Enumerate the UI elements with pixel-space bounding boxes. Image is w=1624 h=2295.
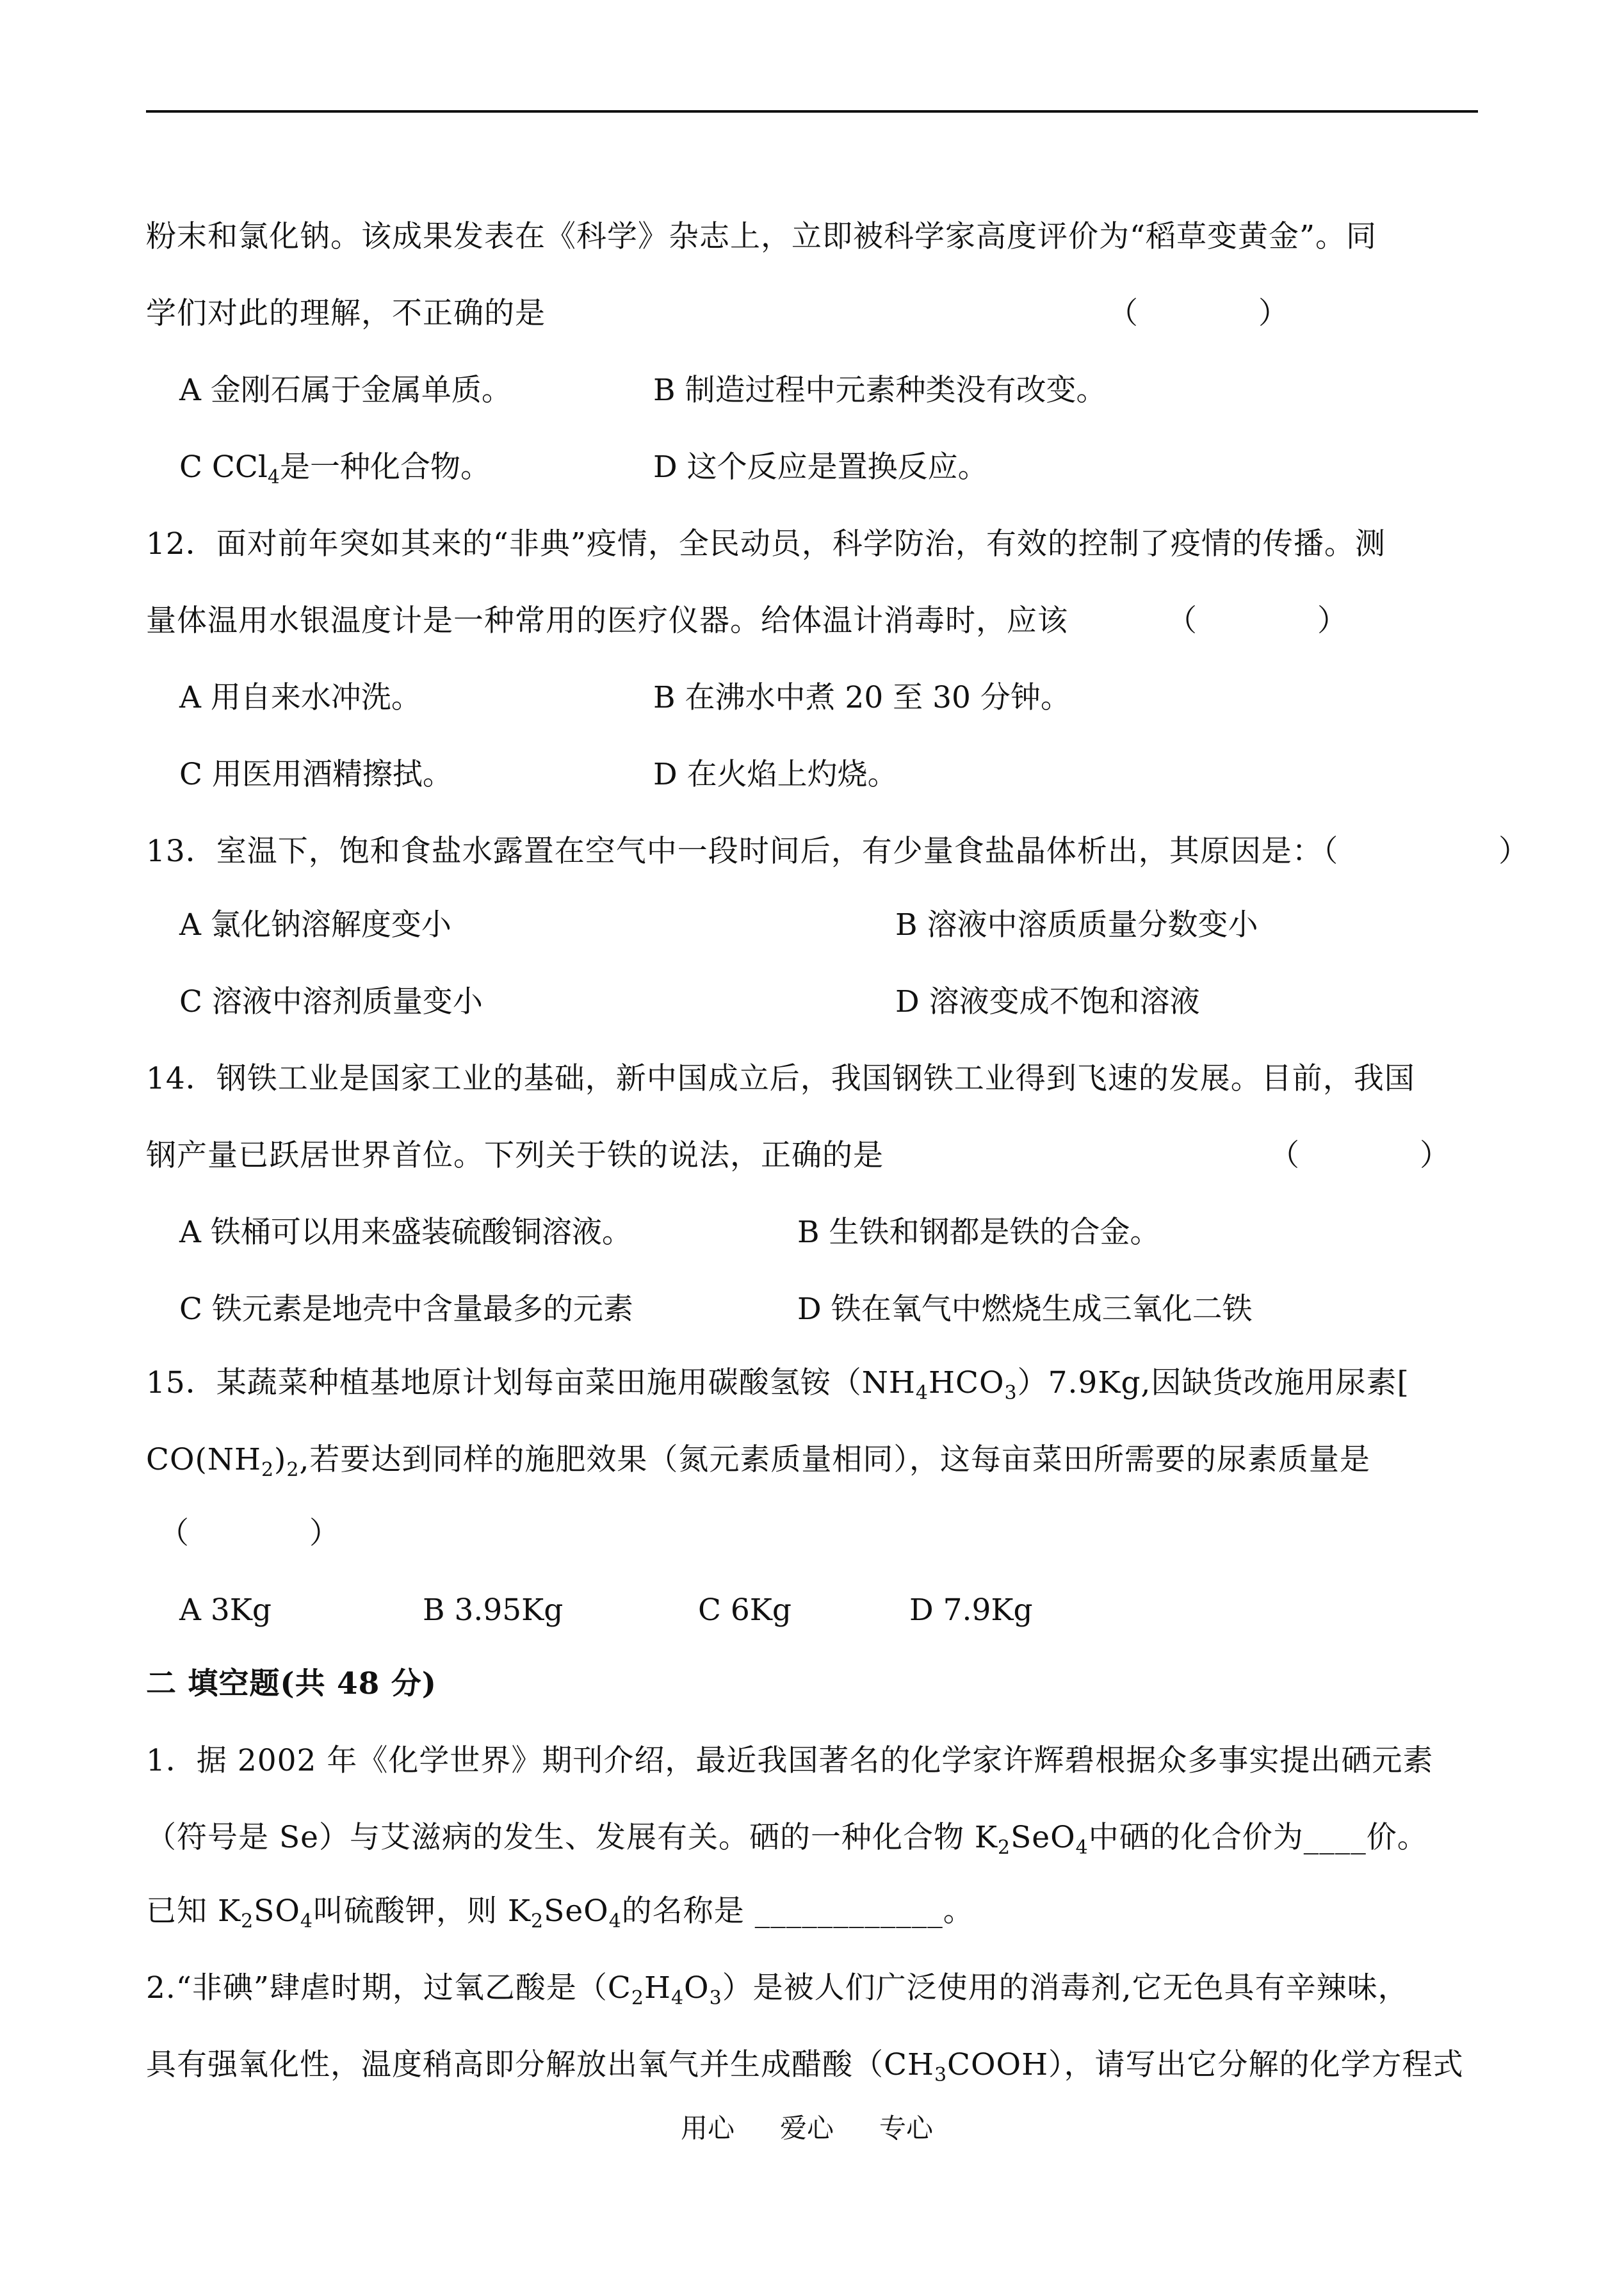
fill-2-line-1: 2.“非碘”肆虐时期，过氧乙酸是$(C_2H_4O_3)$是被人们广泛使用的消毒剂,它无色具有辛辣味， (146, 1970, 1409, 2009)
q14-option-b: B 生铁和钢都是铁的合金。 (797, 1215, 1160, 1250)
q15-answer-bracket: （ ） (159, 1516, 339, 1551)
q13-option-d: D 溶液变成不饱和溶液 (895, 984, 1200, 1019)
q14-option-c: C 铁元素是地壳中含量最多的元素 (179, 1292, 633, 1327)
fill-1-line-2: （符号是 Se）与艾滋病的发生、发展有关。硒的一种化合物 $K_2SeO_4$中硒的化合价为____价。 (146, 1820, 1428, 1859)
fill-2-line-2: 具有强氧化性，温度稍高即分解放出氧气并生成醋酸$(CH_3COOH)$，请写出它分解的化学方程式 (146, 2047, 1464, 2086)
q11-option-d: D 这个反应是置换反应。 (653, 450, 988, 485)
q13-line-1: 13．室温下，饱和食盐水露置在空气中一段时间后，有少量食盐晶体析出，其原因是：（ (146, 834, 1339, 869)
q15-option-d: D 7.9Kg (909, 1593, 1033, 1628)
fill-1-line-1: 1．据 2002 年《化学世界》期刊介绍，最近我国著名的化学家许辉碧根据众多事实提出硒元素 (146, 1743, 1434, 1778)
fill-1-line-3: 已知 $K_2SO_4$叫硫酸钾，则 $K_2SeO_4$的名称是 ____________。 (146, 1894, 974, 1933)
q11-line-1: 粉末和氯化钠。该成果发表在《科学》杂志上，立即被科学家高度评价为“稻草变黄金”。同 (146, 219, 1377, 254)
q14-line-1: 14．钢铁工业是国家工业的基础，新中国成立后，我国钢铁工业得到飞速的发展。目前，我国 (146, 1061, 1415, 1096)
q13-option-a: A 氯化钠溶解度变小 (179, 907, 451, 943)
q11-line-2: 学们对此的理解，不正确的是 (146, 296, 546, 331)
q12-line-1: 12．面对前年突如其来的“非典”疫情，全民动员，科学防治，有效的控制了疫情的传播。测 (146, 526, 1386, 562)
footer-text-1: 用心 (681, 2113, 735, 2144)
footer-text-3: 专心 (879, 2113, 934, 2144)
q15-option-b: B 3.95Kg (423, 1593, 564, 1628)
q12-option-b: B 在沸水中煮 20 至 30 分钟。 (653, 680, 1071, 715)
q12-line-2: 量体温用水银温度计是一种常用的医疗仪器。给体温计消毒时，应该 (146, 603, 1068, 638)
footer-text-2: 爱心 (780, 2113, 834, 2144)
q15-line-1: 15．某蔬菜种植基地原计划每亩菜田施用碳酸氢铵$(NH_4HCO_3)7.9Kg$,因缺货改施用尿素[ (146, 1365, 1409, 1404)
q12-option-d: D 在火焰上灼烧。 (653, 757, 898, 792)
q14-line-2: 钢产量已跃居世界首位。下列关于铁的说法，正确的是 (146, 1138, 884, 1173)
q15-option-c: C 6Kg (698, 1593, 792, 1628)
section-2-heading: 二 填空题(共 48 分) (146, 1666, 437, 1701)
q15-line-2: $CO(NH_2)_2$,若要达到同样的施肥效果（氮元素质量相同），这每亩菜田所需要的尿素质量是 (146, 1442, 1370, 1481)
q13-bracket-close: ） (1498, 834, 1529, 869)
q11-option-c: C CCl$_4$是一种化合物。 (179, 450, 491, 489)
q12-option-c: C 用医用酒精擦拭。 (179, 757, 453, 792)
q14-answer-bracket: （ ） (1269, 1138, 1450, 1173)
q12-option-a: A 用自来水冲洗。 (179, 680, 421, 715)
header-rule (146, 110, 1478, 113)
q14-option-d: D 铁在氧气中燃烧生成三氧化二铁 (797, 1292, 1253, 1327)
q11-option-a: A 金刚石属于金属单质。 (179, 373, 512, 408)
q12-answer-bracket: （ ） (1167, 603, 1347, 638)
q11-answer-bracket: （ ） (1108, 296, 1288, 331)
q13-option-c: C 溶液中溶剂质量变小 (179, 984, 483, 1019)
q14-option-a: A 铁桶可以用来盛装硫酸铜溶液。 (179, 1215, 632, 1250)
q11-option-b: B 制造过程中元素种类没有改变。 (653, 373, 1107, 408)
q15-option-a: A 3Kg (179, 1593, 272, 1628)
q13-option-b: B 溶液中溶质质量分数变小 (895, 907, 1258, 943)
